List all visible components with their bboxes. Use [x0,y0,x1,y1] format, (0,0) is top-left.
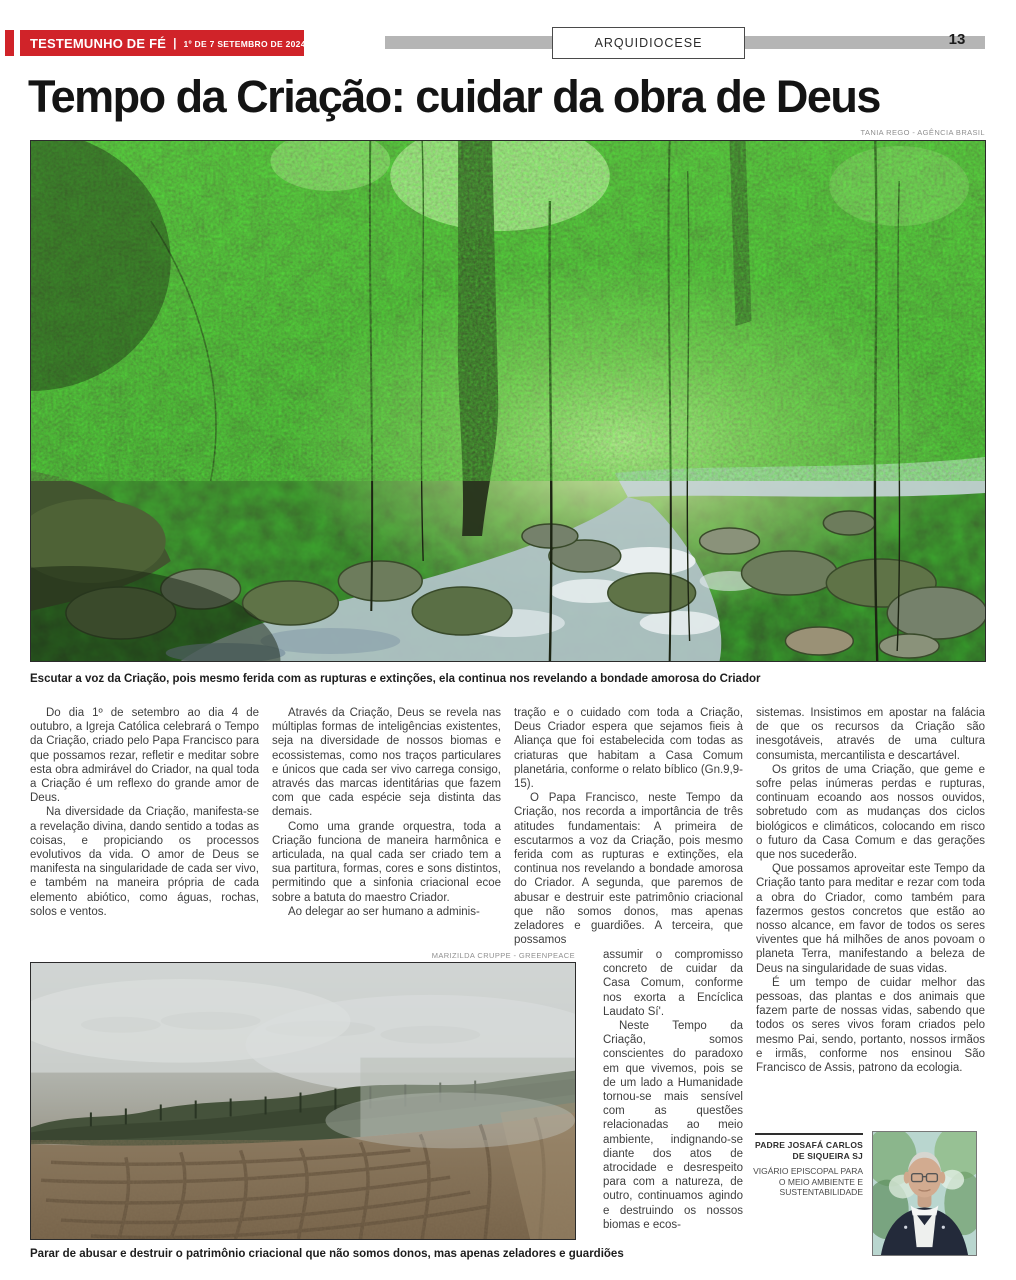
edition-date: 1º DE 7 SETEMBRO DE 2024 [183,38,306,49]
masthead-box [552,27,745,59]
section-label: TESTEMUNHO DE FÉ [30,35,167,51]
left-red-accent [5,30,14,56]
page-number: 13 [948,31,966,48]
author-role: VIGÁRIO EPISCOPAL PARA O MEIO AMBIENTE E SUSTENTABILIDADE [753,1166,863,1197]
body-column-4 [756,706,985,1075]
deforestation-aerial-photo [30,962,576,1240]
paragraph: sistemas. Insistimos em apostar na falácia de que os recursos da Criação são inesgotáveis, através de uma cultura consumista, mercantilista e descartável. [756,707,985,762]
author-divider-rule [755,1133,863,1135]
paragraph: O Papa Francisco, neste Tempo da Criação, nos recorda a importância de três atitudes fundamentais: A primeira de escutarmos a voz da Criação, pois mesmo ferida com as rupturas e extinções, ela continua nos revelando a bondade amorosa do Criador. A segunda, que paremos de abusar e destruir este patrimônio criacional que não somos donos, mas apenas zeladores e guardiões. A terceira, que possamos [514,792,743,947]
paragraph: Ao delegar ao ser humano a adminis- [288,905,480,918]
photo1-caption: Escutar a voz da Criação, pois mesmo ferida com as rupturas e extinções, ela continua nos revelando a bondade amorosa do Criador [30,673,761,685]
author-portrait-photo [872,1131,977,1256]
rainforest-illustration [31,141,985,661]
rainforest-stream-photo [30,140,986,662]
paragraph: Como uma grande orquestra, toda a Criação funciona de maneira harmônica e articulada, na qual cada ser criado tem a sua partitura, formas, cores e sons distintos, permitindo que a sinfonia criacional ecoe sobre a batuta do maestro Criador. [272,820,501,904]
priest-portrait-illustration [873,1132,976,1255]
article-headline: Tempo da Criação: cuidar da obra de Deus [28,71,880,122]
deforestation-illustration [31,963,575,1239]
banner-separator: | [173,36,177,50]
paragraph: É um tempo de cuidar melhor das pessoas, das plantas e dos animais que fazem parte de nossas vidas, sabendo que todos os seres vivos foram criados pelo mesmo Pai, sendo, portanto, nossos irmãos e irmãs, conforme nos ensinou São Francisco de Assis, patrono da ecologia. [756,976,985,1075]
paragraph: Que possamos aproveitar este Tempo da Criação tanto para meditar e rezar com toda a obra do Criador, como também para fazermos gestos concretos que estão ao nosso alcance, em favor de todos os seres viventes que há milhões de anos povoam o planeta Terra, manifestando a beleza de Deus na singularidade de suas vidas. [756,863,985,975]
body-column-3-narrow [603,948,743,1232]
author-name: PADRE JOSAFÁ CARLOS DE SIQUEIRA SJ [754,1140,863,1161]
paragraph: Através da Criação, Deus se revela nas múltiplas formas de inteligências existentes, seja na diversidade de nossos biomas e ecossistemas, como nos traços particulares e únicos que cada ser vivo carrega consigo, através das marcas identitárias que fazem com que cada espécie seja distinta das demais. [272,707,501,819]
paragraph: assumir o compromisso concreto de cuidar da Casa Comum, conforme nos exorta a Encíclica Laudato Sí'. [603,949,743,1018]
section-banner [20,30,304,56]
paragraph: Do dia 1º de setembro ao dia 4 de outubro, a Igreja Católica celebrará o Tempo da Criação, criado pelo Papa Francisco para que possamos rezar, refletir e meditar sobre esta obra admirável do Criador, na qual toda a Criação é um reflexo do grande amor de Deus. [30,707,259,805]
body-column-2 [272,706,501,919]
paragraph: Neste Tempo da Criação, somos conscientes do paradoxo em que vivemos, pois se de um lado a Humanidade tornou-se mais sensível com as questões relacionadas ao meio ambiente, indignando-se diante dos atos de atrocidade e desrespeito para com a natureza, de outro, continuamos agindo e destruindo os nossos biomas e ecos- [603,1020,743,1231]
paragraph: Os gritos de uma Criação, que geme e sofre pelas inúmeras perdas e rupturas, continuam ecoando aos nossos ouvidos, sobretudo com as mudanças dos ciclos biológicos e climáticos, colocando em risco o futuro da Casa Comum e das gerações que nos sucederão. [756,763,985,862]
body-column-1 [30,706,259,919]
photo1-credit: TANIA REGO - AGÊNCIA BRASIL [860,128,985,137]
photo2-credit: MARIZILDA CRUPPE - GREENPEACE [431,951,575,960]
paragraph: Na diversidade da Criação, manifesta-se a revelação divina, dando sentido a todas as coisas, e propiciando os processos evolutivos da vida. O amor de Deus se manifesta na singularidade de cada ser vivo, e também na maneira própria de cada elemento abiótico, como águas, rochas, solos e ventos. [30,806,259,918]
paragraph: tração e o cuidado com toda a Criação, Deus Criador espera que sejamos fieis à Aliança que foi estabelecida com todas as criaturas que habitam a Casa Comum planetária, conforme o relato bíblico (Gn.9,9-15). [514,707,743,791]
photo2-caption: Parar de abusar e destruir o patrimônio criacional que não somos donos, mas apenas zeladores e guardiões [30,1248,624,1260]
masthead-label: ARQUIDIOCESE [594,36,703,50]
body-column-3 [514,706,743,947]
